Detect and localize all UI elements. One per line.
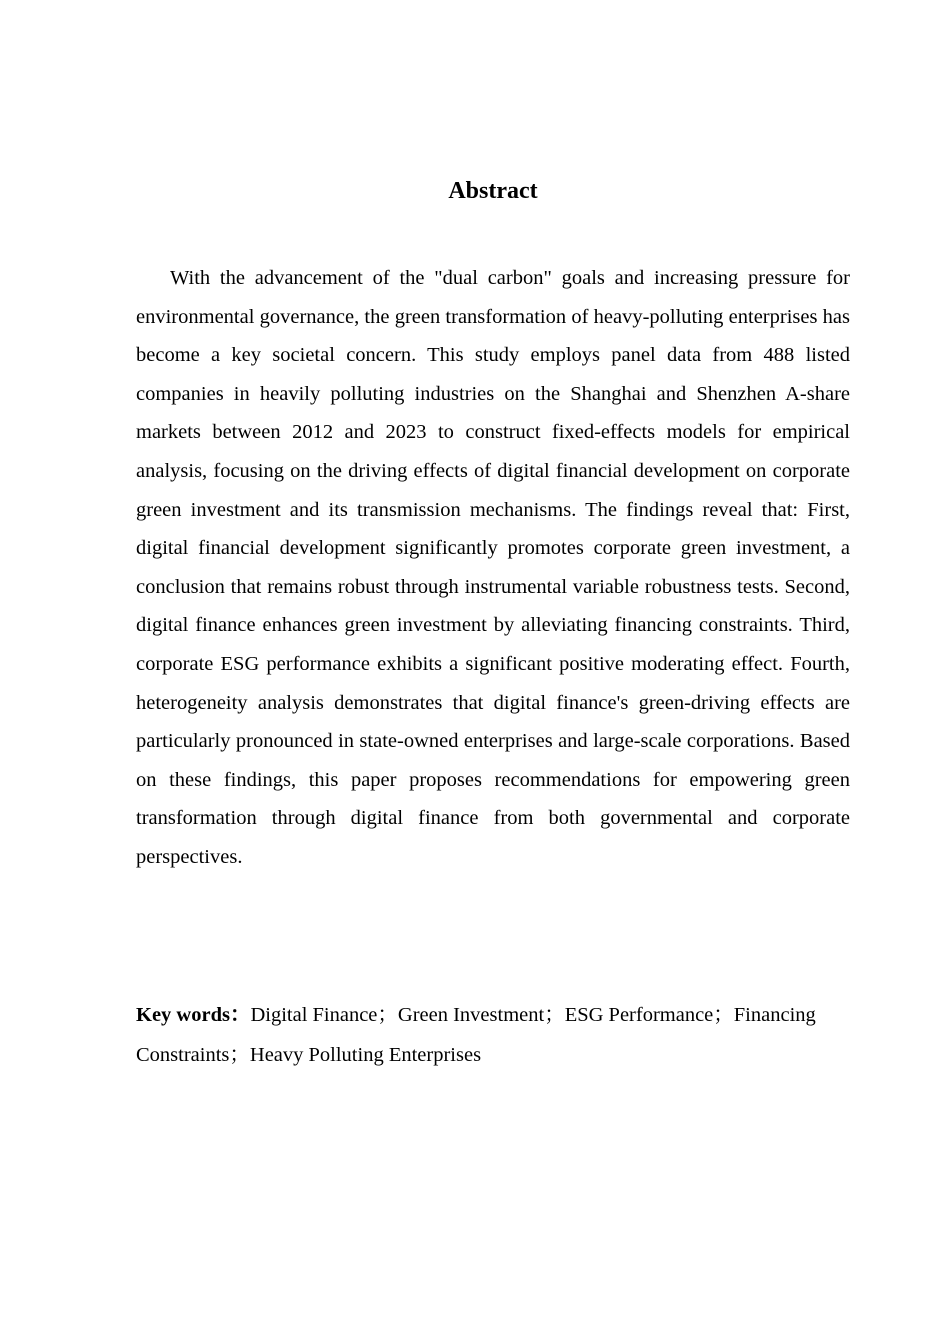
keywords-line: [136, 995, 850, 1075]
keywords-list: Digital Finance；Green Investment；ESG Performance；Financing Constraints；Heavy Polluting Enterprises: [136, 1004, 816, 1066]
page-title: Abstract: [448, 178, 538, 204]
keywords-label: Key words：: [136, 1004, 251, 1026]
abstract-text: With the advancement of the "dual carbon" goals and increasing pressure for environmental governance, the green transformation of heavy-polluting enterprises has become a key societal concern. This study employs panel data from 488 listed companies in heavily polluting industries on the Shanghai and Shenzhen A-share markets between 2012 and 2023 to construct fixed-effects models for empirical analysis, focusing on the driving effects of digital financial development on corporate green investment and its transmission mechanisms. The findings reveal that: First, digital financial development significantly promotes corporate green investment, a conclusion that remains robust through instrumental variable robustness tests. Second, digital finance enhances green investment by alleviating financing constraints. Third, corporate ESG performance exhibits a significant positive moderating effect. Fourth, heterogeneity analysis demonstrates that digital finance's green-driving effects are particularly pronounced in state-owned enterprises and large-scale corporations. Based on these findings, this paper proposes recommendations for empowering green transformation through digital finance from both governmental and corporate perspectives.: [136, 267, 850, 868]
